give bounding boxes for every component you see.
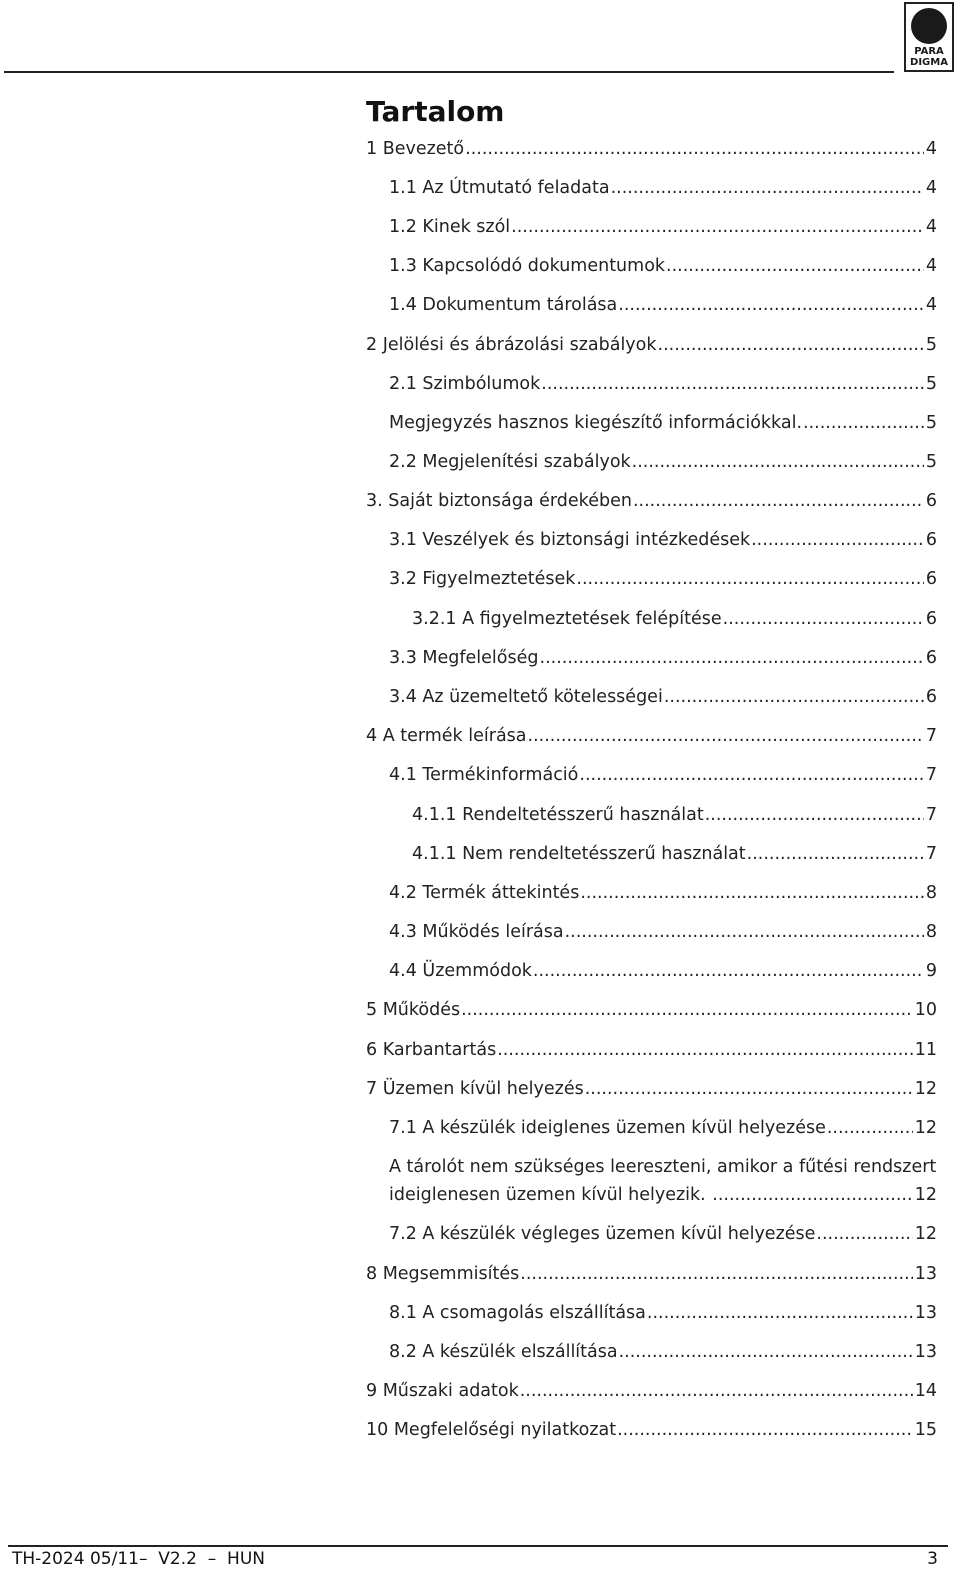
toc-entry-label: Megjegyzés hasznos kiegészítő információkkal. xyxy=(389,413,803,433)
toc-entry[interactable] xyxy=(412,803,937,827)
page-title: Tartalom xyxy=(366,95,505,128)
logo-line-2: DIGMA xyxy=(910,57,948,68)
toc-entry[interactable] xyxy=(389,411,937,435)
toc-entry-label: 4.3 Működés leírása xyxy=(389,922,564,942)
toc-entry-wrapped-line-1[interactable] xyxy=(389,1155,949,1179)
toc-leader-dots xyxy=(617,1418,913,1442)
toc-entry-label: 1.3 Kapcsolódó dokumentumok xyxy=(389,256,666,276)
toc-entry[interactable] xyxy=(389,881,937,905)
toc-entry-page: 4 xyxy=(925,178,937,198)
toc-entry-page: 6 xyxy=(925,648,937,668)
toc-entry[interactable] xyxy=(389,1222,937,1246)
toc-entry-label: 7.2 A készülék végleges üzemen kívül helyezése xyxy=(389,1224,816,1244)
toc-leader-dots xyxy=(633,489,924,513)
toc-entry-page: 7 xyxy=(925,726,937,746)
toc-entry-label: 3.1 Veszélyek és biztonsági intézkedések xyxy=(389,530,751,550)
toc-entry-page: 13 xyxy=(914,1342,937,1362)
toc-leader-dots xyxy=(461,998,913,1022)
toc-entry-label: 4.1.1 Nem rendeltetésszerű használat xyxy=(412,844,746,864)
logo-line-1: PARA xyxy=(914,46,944,57)
toc-leader-dots xyxy=(511,215,924,239)
toc-entry-label: 2.1 Szimbólumok xyxy=(389,374,541,394)
toc-entry-page: 6 xyxy=(925,530,937,550)
toc-entry[interactable] xyxy=(389,1340,937,1364)
toc-entry-page: 8 xyxy=(925,922,937,942)
toc-entry-label: 3. Saját biztonsága érdekében xyxy=(366,491,632,511)
toc-leader-dots xyxy=(541,372,924,396)
toc-entry[interactable] xyxy=(366,1379,937,1403)
toc-entry[interactable] xyxy=(389,528,937,552)
toc-entry-label: 3.2 Figyelmeztetések xyxy=(389,569,576,589)
toc-entry-label: 4 A termék leírása xyxy=(366,726,527,746)
toc-leader-dots xyxy=(816,1222,912,1246)
footer-document-id: TH-2024 05/11– V2.2 – HUN xyxy=(12,1549,265,1569)
toc-entry-label: 9 Műszaki adatok xyxy=(366,1381,519,1401)
toc-entry-label: 4.4 Üzemmódok xyxy=(389,961,532,981)
toc-entry-page: 5 xyxy=(925,335,937,355)
toc-entry-page: 4 xyxy=(925,295,937,315)
toc-leader-dots xyxy=(751,528,924,552)
toc-entry-label: 4.2 Termék áttekintés xyxy=(389,883,580,903)
toc-entry[interactable] xyxy=(366,1418,937,1442)
toc-entry-page: 12 xyxy=(914,1118,937,1138)
toc-entry[interactable] xyxy=(389,567,937,591)
toc-entry-label: 1.1 Az Útmutató feladata xyxy=(389,178,610,198)
toc-entry[interactable] xyxy=(389,920,937,944)
toc-entry-page: 12 xyxy=(914,1185,937,1205)
toc-entry[interactable] xyxy=(389,959,937,983)
toc-entry-label: 2.2 Megjelenítési szabályok xyxy=(389,452,631,472)
toc-entry-page: 5 xyxy=(925,374,937,394)
toc-leader-dots xyxy=(705,803,924,827)
toc-entry-page: 7 xyxy=(925,844,937,864)
toc-entry-label: 5 Működés xyxy=(366,1000,461,1020)
toc-entry[interactable] xyxy=(366,333,937,357)
toc-entry[interactable] xyxy=(389,685,937,709)
toc-entry-page: 12 xyxy=(914,1079,937,1099)
toc-entry[interactable] xyxy=(389,1301,937,1325)
toc-entry-label: 1.4 Dokumentum tárolása xyxy=(389,295,618,315)
toc-entry-page: 4 xyxy=(925,256,937,276)
toc-entry[interactable] xyxy=(389,254,937,278)
toc-entry[interactable] xyxy=(366,489,937,513)
toc-leader-dots xyxy=(723,607,924,631)
toc-entry-page: 8 xyxy=(925,883,937,903)
toc-entry[interactable] xyxy=(366,137,937,161)
toc-leader-dots xyxy=(664,685,924,709)
toc-entry[interactable] xyxy=(389,372,937,396)
toc-entry-label: 8.2 A készülék elszállítása xyxy=(389,1342,618,1362)
toc-leader-dots xyxy=(528,724,924,748)
toc-entry-page: 13 xyxy=(914,1264,937,1284)
toc-entry[interactable] xyxy=(366,1262,937,1286)
toc-entry[interactable] xyxy=(366,724,937,748)
toc-entry[interactable] xyxy=(389,1116,937,1140)
toc-entry-page: 7 xyxy=(925,805,937,825)
toc-entry-label: 1 Bevezető xyxy=(366,139,465,159)
toc-entry-page: 6 xyxy=(925,609,937,629)
toc-leader-dots xyxy=(580,881,924,905)
toc-leader-dots xyxy=(465,137,924,161)
toc-entry-label: 2 Jelölési és ábrázolási szabályok xyxy=(366,335,657,355)
toc-leader-dots xyxy=(585,1077,913,1101)
toc-entry-page: 6 xyxy=(925,569,937,589)
toc-entry-label: 4.1 Termékinformáció xyxy=(389,765,579,785)
toc-entry[interactable] xyxy=(412,607,937,631)
toc-entry-label: 6 Karbantartás xyxy=(366,1040,497,1060)
toc-leader-dots xyxy=(520,1262,912,1286)
toc-leader-dots xyxy=(611,176,924,200)
toc-entry-label: 3.2.1 A figyelmeztetések felépítése xyxy=(412,609,722,629)
toc-entry-label: A tárolót nem szükséges leereszteni, amikor a fűtési rendszert xyxy=(389,1157,937,1177)
toc-entry[interactable] xyxy=(389,763,937,787)
toc-entry-page: 9 xyxy=(925,961,937,981)
toc-leader-dots xyxy=(497,1038,913,1062)
toc-entry-label: 1.2 Kinek szól xyxy=(389,217,511,237)
toc-leader-dots xyxy=(712,1183,912,1207)
toc-entry[interactable] xyxy=(389,215,937,239)
toc-entry[interactable] xyxy=(389,176,937,200)
toc-entry-label: 8.1 A csomagolás elszállítása xyxy=(389,1303,646,1323)
toc-entry[interactable] xyxy=(366,1038,937,1062)
toc-entry-page: 7 xyxy=(925,765,937,785)
toc-entry-page: 14 xyxy=(914,1381,937,1401)
toc-entry-page: 13 xyxy=(914,1303,937,1323)
toc-entry-label: 10 Megfelelőségi nyilatkozat xyxy=(366,1420,617,1440)
toc-leader-dots xyxy=(520,1379,913,1403)
toc-entry-page: 11 xyxy=(914,1040,937,1060)
toc-entry[interactable] xyxy=(366,1077,937,1101)
toc-leader-dots xyxy=(579,763,923,787)
toc-leader-dots xyxy=(619,1340,913,1364)
toc-entry-page: 4 xyxy=(925,139,937,159)
toc-entry-page: 5 xyxy=(925,413,937,433)
toc-entry-page: 12 xyxy=(914,1224,937,1244)
toc-entry-page: 6 xyxy=(925,687,937,707)
toc-entry[interactable] xyxy=(389,1183,937,1207)
toc-entry-label: 3.3 Megfelelőség xyxy=(389,648,539,668)
toc-leader-dots xyxy=(666,254,924,278)
toc-leader-dots xyxy=(618,293,924,317)
toc-leader-dots xyxy=(540,646,924,670)
toc-entry-label: 4.1.1 Rendeltetésszerű használat xyxy=(412,805,704,825)
toc-entry-label: 7.1 A készülék ideiglenes üzemen kívül helyezése xyxy=(389,1118,826,1138)
footer-page-number: 3 xyxy=(927,1549,938,1569)
toc-entry-label: ideiglenesen üzemen kívül helyezik. xyxy=(389,1185,712,1205)
footer-rule xyxy=(8,1545,948,1547)
toc-entry-page: 5 xyxy=(925,452,937,472)
toc-entry-page: 15 xyxy=(914,1420,937,1440)
toc-leader-dots xyxy=(827,1116,913,1140)
toc-leader-dots xyxy=(658,333,924,357)
toc-entry[interactable] xyxy=(389,646,937,670)
toc-entry[interactable] xyxy=(412,842,937,866)
toc-entry-page: 6 xyxy=(925,491,937,511)
toc-leader-dots xyxy=(565,920,924,944)
toc-leader-dots xyxy=(747,842,924,866)
toc-entry-label: 3.4 Az üzemeltető kötelességei xyxy=(389,687,663,707)
toc-leader-dots xyxy=(803,411,924,435)
toc-leader-dots xyxy=(647,1301,913,1325)
toc-entry-page: 4 xyxy=(925,217,937,237)
toc-leader-dots xyxy=(533,959,924,983)
toc-entry[interactable] xyxy=(389,450,937,474)
toc-entry-label: 7 Üzemen kívül helyezés xyxy=(366,1079,584,1099)
toc-entry[interactable] xyxy=(389,293,937,317)
toc-leader-dots xyxy=(576,567,923,591)
toc-entry-page: 10 xyxy=(914,1000,937,1020)
toc-leader-dots xyxy=(632,450,924,474)
toc-entry-label: 8 Megsemmisítés xyxy=(366,1264,520,1284)
toc-entry[interactable] xyxy=(366,998,937,1022)
